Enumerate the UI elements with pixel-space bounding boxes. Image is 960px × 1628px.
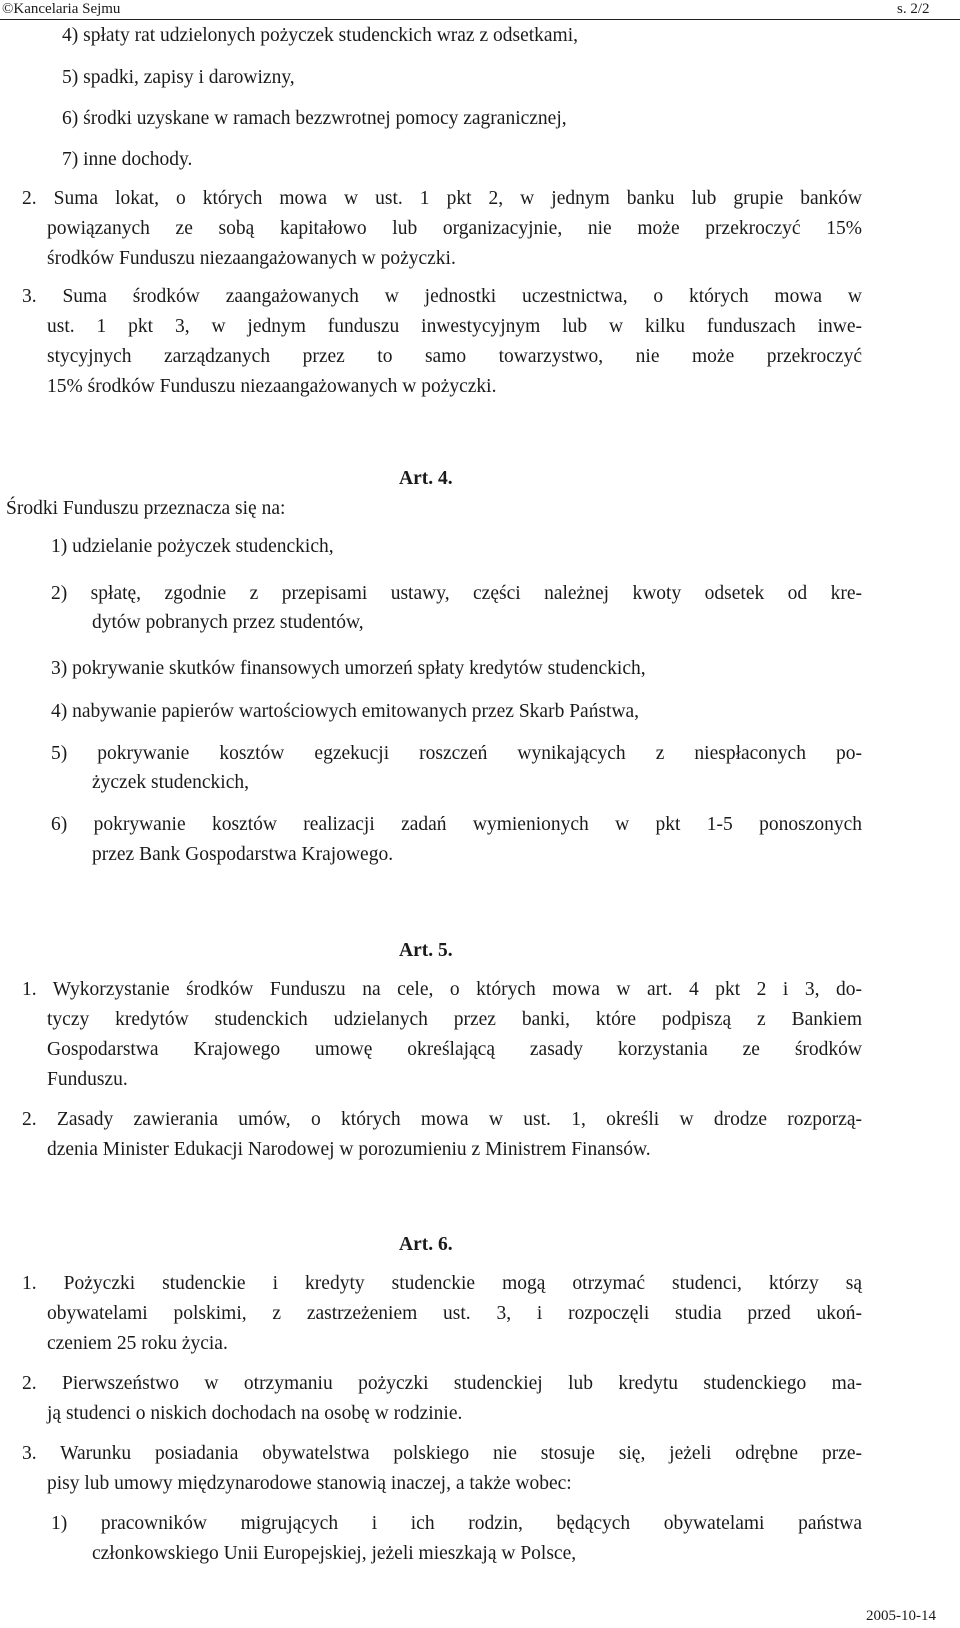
paragraph-line: czeniem 25 roku życia. (47, 1333, 228, 1354)
list-item: 4) spłaty rat udzielonych pożyczek studenckich wraz z odsetkami, (62, 25, 579, 46)
paragraph-line: powiązanych ze sobą kapitałowo lub organizacyjnie, nie może przekroczyć 15% (47, 218, 862, 239)
header-source: ©Kancelaria Sejmu (2, 1, 121, 17)
paragraph-line: pisy lub umowy międzynarodowe stanowią inaczej, a także wobec: (47, 1473, 572, 1494)
footer-date: 2005-10-14 (866, 1608, 936, 1624)
paragraph-line: 3. Warunku posiadania obywatelstwa polskiego nie stosuje się, jeżeli odrębne prze- (22, 1443, 862, 1464)
list-item: 1) pracowników migrujących i ich rodzin, będących obywatelami państwa (51, 1513, 862, 1534)
list-item-continuation: dytów pobranych przez studentów, (92, 612, 364, 633)
list-item-continuation: członkowskiego Unii Europejskiej, jeżeli mieszkają w Polsce, (92, 1543, 577, 1564)
list-item: 6) środki uzyskane w ramach bezzwrotnej pomocy zagranicznej, (62, 108, 567, 129)
list-item-continuation: przez Bank Gospodarstwa Krajowego. (92, 844, 394, 865)
article-title: Art. 6. (399, 1234, 453, 1255)
paragraph-line: Gospodarstwa Krajowego umowę określającą zasady korzystania ze środków (47, 1039, 862, 1060)
list-item: 5) pokrywanie kosztów egzekucji roszczeń wynikających z niespłaconych po- (51, 743, 862, 764)
list-item: 6) pokrywanie kosztów realizacji zadań wymienionych w pkt 1-5 ponoszonych (51, 814, 862, 835)
paragraph-line: 1. Wykorzystanie środków Funduszu na cele, o których mowa w art. 4 pkt 2 i 3, do- (22, 979, 862, 1000)
paragraph-line: ją studenci o niskich dochodach na osobę w rodzinie. (47, 1403, 463, 1424)
list-item: 5) spadki, zapisy i darowizny, (62, 67, 295, 88)
paragraph-line: 2. Zasady zawierania umów, o których mowa w ust. 1, określi w drodze rozporzą- (22, 1109, 862, 1130)
paragraph-line: 2. Pierwszeństwo w otrzymaniu pożyczki studenckiej lub kredytu studenckiego ma- (22, 1373, 862, 1394)
paragraph-line: 2. Suma lokat, o których mowa w ust. 1 pkt 2, w jednym banku lub grupie banków (22, 188, 862, 209)
list-item-continuation: życzek studenckich, (92, 772, 250, 793)
paragraph-line: Funduszu. (47, 1069, 128, 1090)
list-item: 4) nabywanie papierów wartościowych emitowanych przez Skarb Państwa, (51, 701, 640, 722)
paragraph-line: obywatelami polskimi, z zastrzeżeniem ust. 3, i rozpoczęli studia przed ukoń- (47, 1303, 862, 1324)
header-rule (0, 19, 960, 20)
paragraph-line: ust. 1 pkt 3, w jednym funduszu inwestycyjnym lub w kilku funduszach inwe- (47, 316, 862, 337)
paragraph-line: dzenia Minister Edukacji Narodowej w porozumieniu z Ministrem Finansów. (47, 1139, 651, 1160)
article-title: Art. 5. (399, 940, 453, 961)
article-title: Art. 4. (399, 468, 453, 489)
paragraph-line: stycyjnych zarządzanych przez to samo towarzystwo, nie może przekroczyć (47, 346, 862, 367)
paragraph-line: tyczy kredytów studenckich udzielanych przez banki, które podpiszą z Bankiem (47, 1009, 862, 1030)
paragraph-line: 1. Pożyczki studenckie i kredyty studenckie mogą otrzymać studenci, którzy są (22, 1273, 862, 1294)
article-intro: Środki Funduszu przeznacza się na: (6, 498, 286, 519)
header-page-number: s. 2/2 (897, 1, 930, 17)
paragraph-line: 15% środków Funduszu niezaangażowanych w pożyczki. (47, 376, 497, 397)
list-item: 3) pokrywanie skutków finansowych umorzeń spłaty kredytów studenckich, (51, 658, 646, 679)
paragraph-line: środków Funduszu niezaangażowanych w pożyczki. (47, 248, 456, 269)
list-item: 1) udzielanie pożyczek studenckich, (51, 536, 334, 557)
paragraph-line: 3. Suma środków zaangażowanych w jednostki uczestnictwa, o których mowa w (22, 286, 862, 307)
list-item: 2) spłatę, zgodnie z przepisami ustawy, części należnej kwoty odsetek od kre- (51, 583, 862, 604)
list-item: 7) inne dochody. (62, 149, 193, 170)
